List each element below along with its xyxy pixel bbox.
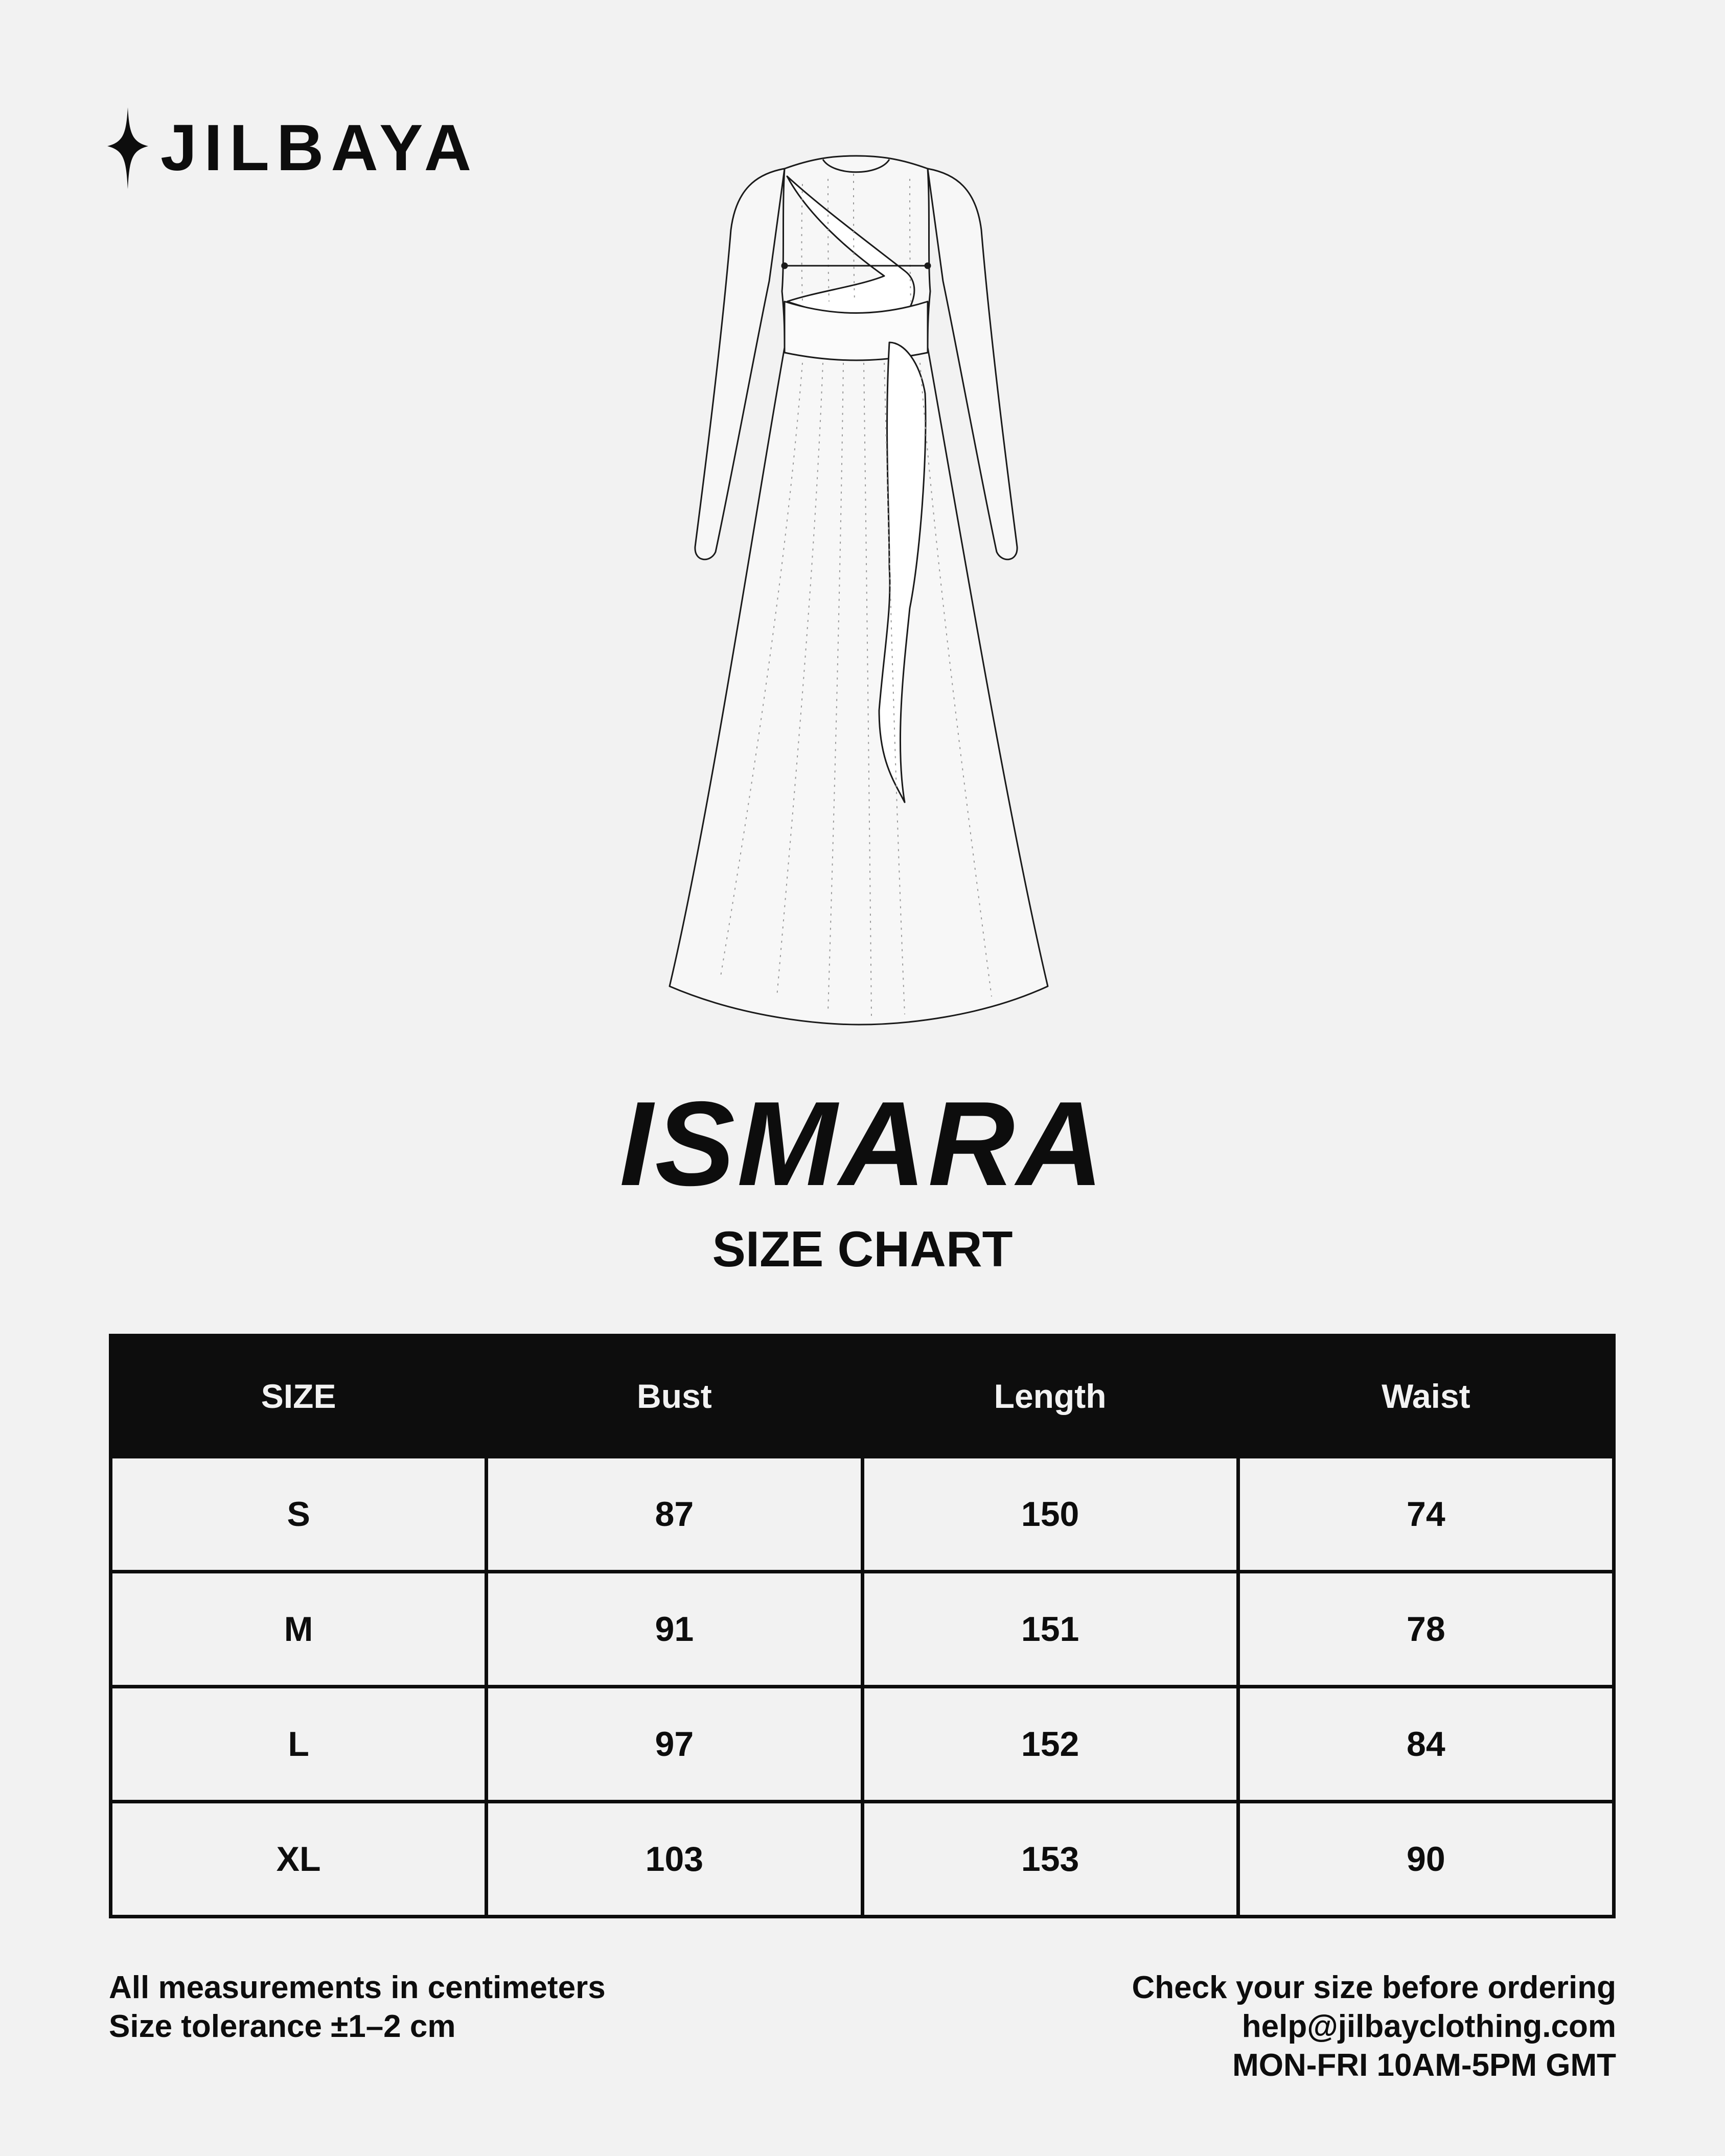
header-size: SIZE	[111, 1336, 487, 1457]
cell-waist: 84	[1238, 1687, 1614, 1802]
product-title: ISMARA	[619, 1076, 1106, 1211]
cell-bust: 103	[487, 1802, 862, 1917]
header-length: Length	[862, 1336, 1238, 1457]
brand-name: JILBAYA	[160, 111, 479, 184]
cell-waist: 78	[1238, 1572, 1614, 1687]
cell-length: 153	[862, 1802, 1238, 1917]
support-hours: MON-FRI 10AM-5PM GMT	[1232, 2048, 1616, 2083]
footer-contact	[1132, 1968, 1616, 2085]
brand-logo	[107, 107, 478, 189]
table-row	[111, 1572, 1614, 1687]
tolerance-note: Size tolerance ±1–2 cm	[109, 2009, 456, 2044]
size-chart-subtitle: SIZE CHART	[712, 1221, 1013, 1277]
size-table	[109, 1334, 1616, 1918]
header-bust: Bust	[487, 1336, 862, 1457]
table-row	[111, 1687, 1614, 1802]
dress-illustration	[664, 148, 1053, 1027]
cell-size: M	[111, 1572, 487, 1687]
cell-length: 150	[862, 1457, 1238, 1572]
cell-length: 152	[862, 1687, 1238, 1802]
table-row	[111, 1802, 1614, 1917]
cell-bust: 97	[487, 1687, 862, 1802]
header-waist: Waist	[1238, 1336, 1614, 1457]
cell-size: XL	[111, 1802, 487, 1917]
support-email: help@jilbayclothing.com	[1241, 2009, 1616, 2044]
cell-length: 151	[862, 1572, 1238, 1687]
cell-waist: 74	[1238, 1457, 1614, 1572]
check-size-note: Check your size before ordering	[1132, 1970, 1616, 2005]
cell-size: L	[111, 1687, 487, 1802]
cell-waist: 90	[1238, 1802, 1614, 1917]
four-point-star-icon	[107, 107, 148, 189]
cell-size: S	[111, 1457, 487, 1572]
cell-bust: 91	[487, 1572, 862, 1687]
cell-bust: 87	[487, 1457, 862, 1572]
measurement-unit-note: All measurements in centimeters	[109, 1970, 606, 2005]
footer-notes	[109, 1968, 606, 2046]
table-row	[111, 1457, 1614, 1572]
table-header-row	[111, 1336, 1614, 1457]
